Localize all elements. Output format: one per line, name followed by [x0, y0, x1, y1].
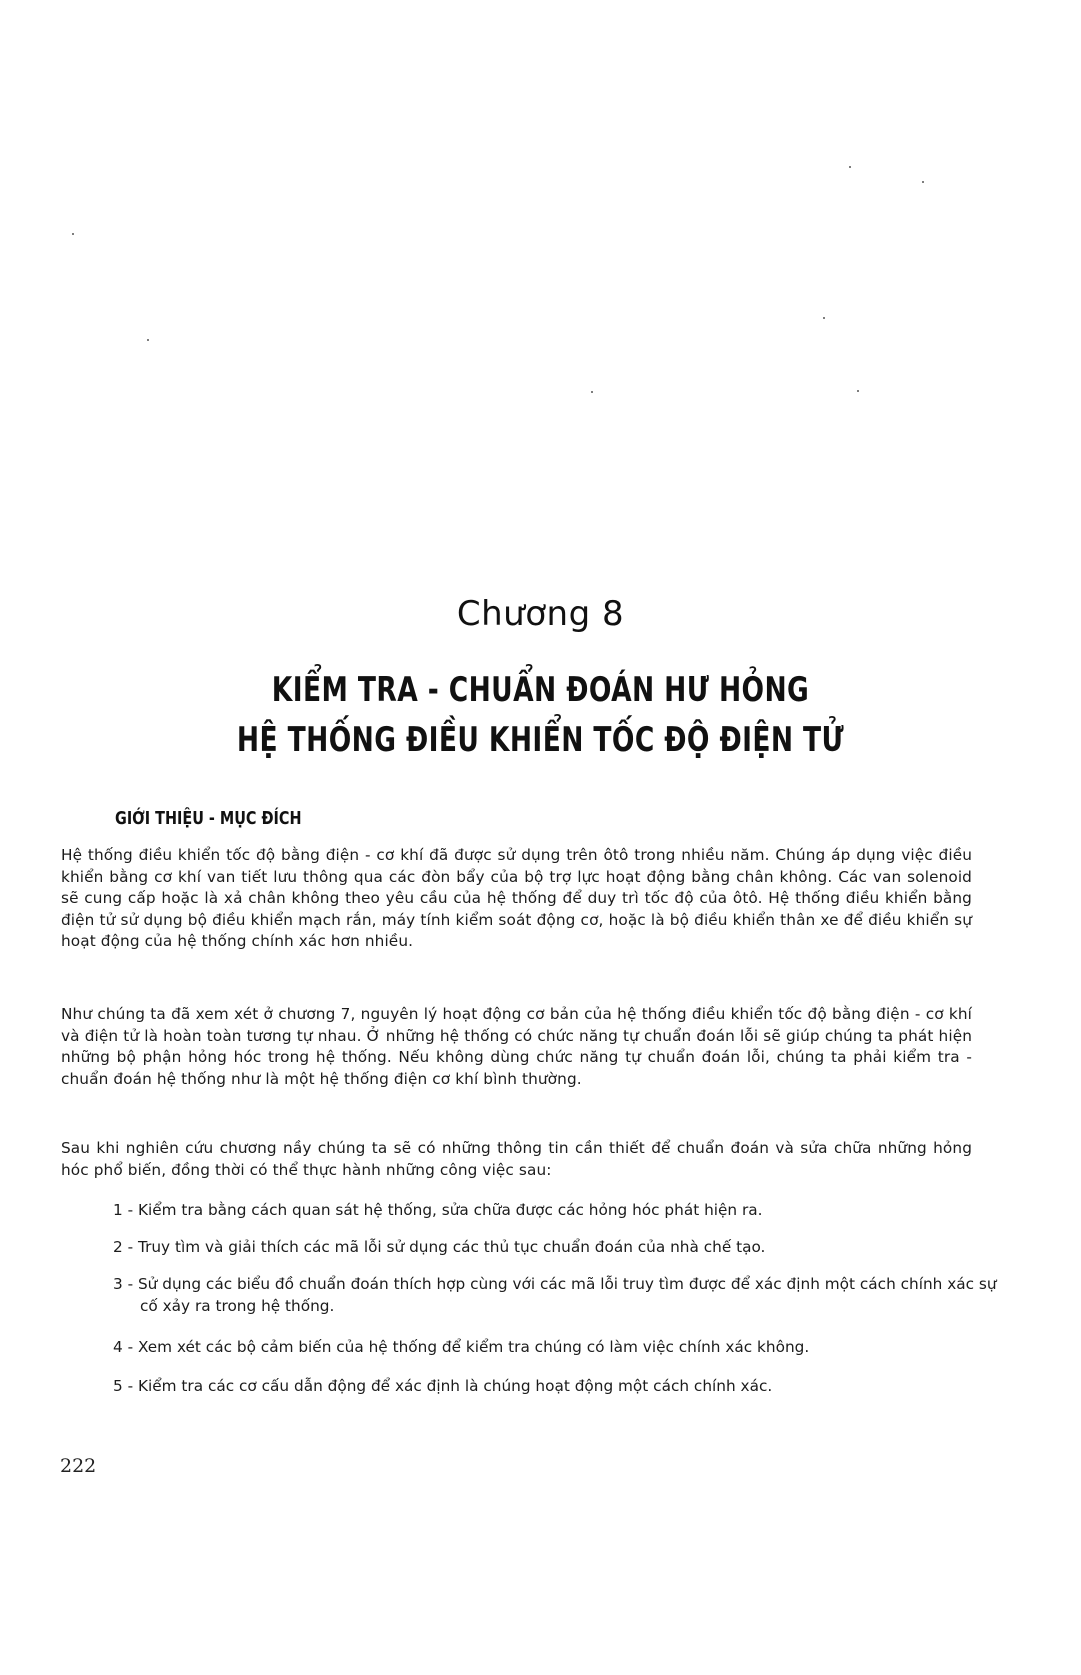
chapter-title-line-1: KIỂM TRA - CHUẨN ĐOÁN HƯ HỎNG: [271, 670, 810, 710]
scan-speck: [147, 339, 149, 341]
list-item: 2 - Truy tìm và giải thích các mã lỗi sử dụng các thủ tục chuẩn đoán của nhà chế tạo.: [113, 1238, 766, 1256]
list-item: 5 - Kiểm tra các cơ cấu dẫn động để xác định là chúng hoạt động một cách chính xác.: [113, 1377, 773, 1395]
scan-speck: [591, 391, 593, 393]
paragraph-objectives: Sau khi nghiên cứu chương nầy chúng ta sẽ có những thông tin cần thiết để chuẩn đoán và sửa chữa những hỏng hóc phổ biến, đồng thời có thể thực hành những công việc sau:: [61, 1139, 972, 1179]
list-item: 3 - Sử dụng các biểu đồ chuẩn đoán thích hợp cùng với các mã lỗi truy tìm được để xác định một cách chính xác sự cố xảy ra trong hệ thống.: [113, 1275, 997, 1315]
scan-speck: [922, 181, 924, 183]
list-item: 1 - Kiểm tra bằng cách quan sát hệ thống, sửa chữa được các hỏng hóc phát hiện ra.: [113, 1201, 763, 1219]
page-number: 222: [60, 1455, 97, 1477]
scan-speck: [849, 166, 851, 168]
scan-speck: [72, 233, 74, 235]
chapter-title-line-2: HỆ THỐNG ĐIỀU KHIỂN TỐC ĐỘ ĐIỆN TỬ: [236, 720, 845, 760]
list-item: 4 - Xem xét các bộ cảm biến của hệ thống để kiểm tra chúng có làm việc chính xác không.: [113, 1338, 810, 1356]
paragraph-intro: Hệ thống điều khiển tốc độ bằng điện - cơ khí đã được sử dụng trên ôtô trong nhiều năm. Chúng áp dụng việc điều khiển bằng cơ khí van tiết lưu thông qua các đòn bẩy của bộ trợ lực hoạt động bằng chân không. Các van solenoid sẽ cung cấp hoặc là xả chân không theo yêu cầu của hệ thống để duy trì tốc độ của ôtô. Hệ thống điều khiển bằng điện tử sử dụng bộ điều khiển mạch rắn, máy tính kiểm soát động cơ, hoặc là bộ điều khiển thân xe để điều khiển sự hoạt động của hệ thống chính xác hơn nhiều.: [61, 846, 972, 950]
chapter-label: Chương 8: [456, 594, 625, 634]
paragraph-comparison: Như chúng ta đã xem xét ở chương 7, nguyên lý hoạt động cơ bản của hệ thống điều khiển tốc độ bằng điện - cơ khí và điện tử là hoàn toàn tương tự nhau. Ở những hệ thống có chức năng tự chuẩn đoán lỗi sẽ giúp chúng ta phát hiện những bộ phận hỏng hóc trong hệ thống. Nếu không dùng chức năng tự chuẩn đoán lỗi, chúng ta phải kiểm tra - chuẩn đoán hệ thống như là một hệ thống điện cơ khí bình thường.: [61, 1005, 972, 1088]
scan-speck: [823, 317, 825, 319]
scan-speck: [857, 390, 859, 392]
section-heading: GIỚI THIỆU - MỤC ĐÍCH: [115, 808, 302, 829]
